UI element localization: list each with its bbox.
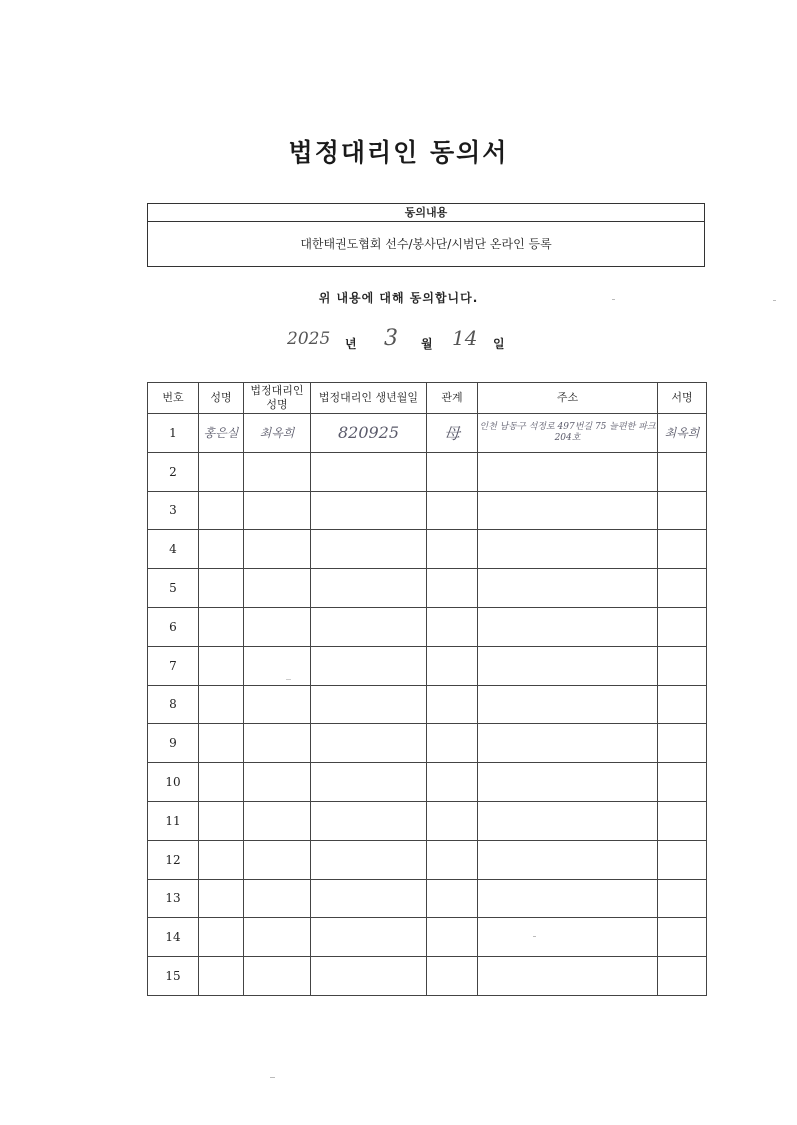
- cell-name: [199, 607, 244, 646]
- scan-speck: [286, 679, 291, 680]
- cell-name: [199, 452, 244, 491]
- table-row: [148, 801, 707, 840]
- cell-address: 인천 남동구 석정로 497번길 75 늘편한 파크 204호: [478, 414, 658, 453]
- cell-relation: [427, 801, 478, 840]
- cell-guardian-birth: [311, 840, 427, 879]
- table-row: [148, 646, 707, 685]
- scan-speck: [773, 300, 776, 301]
- cell-address: [478, 763, 658, 802]
- cell-relation: [427, 530, 478, 569]
- date-row: [0, 326, 797, 357]
- cell-guardian-name: [244, 840, 311, 879]
- cell-address: [478, 607, 658, 646]
- row-number: 14: [148, 918, 199, 957]
- cell-name: [199, 530, 244, 569]
- cell-relation: [427, 685, 478, 724]
- table-row: [148, 879, 707, 918]
- table-row: [148, 724, 707, 763]
- cell-guardian-birth: [311, 491, 427, 530]
- cell-signature: [658, 957, 707, 996]
- agreement-statement: 위 내용에 대해 동의합니다.: [318, 291, 479, 305]
- cell-guardian-birth: [311, 452, 427, 491]
- header-number: 번호: [148, 383, 199, 414]
- table-row: [148, 607, 707, 646]
- row-number: 8: [148, 685, 199, 724]
- row-number: 6: [148, 607, 199, 646]
- cell-signature: [658, 801, 707, 840]
- row-number: 15: [148, 957, 199, 996]
- row-number: 7: [148, 646, 199, 685]
- row-number: 10: [148, 763, 199, 802]
- cell-name: 홍은실: [199, 414, 244, 453]
- cell-relation: [427, 763, 478, 802]
- consent-content-box: [147, 203, 705, 267]
- table-row: [148, 685, 707, 724]
- row-number: 2: [148, 452, 199, 491]
- cell-relation: 母: [427, 414, 478, 453]
- cell-signature: [658, 646, 707, 685]
- cell-guardian-name: [244, 957, 311, 996]
- table-row: [148, 569, 707, 608]
- cell-guardian-name: [244, 607, 311, 646]
- row-number: 9: [148, 724, 199, 763]
- cell-address: [478, 918, 658, 957]
- consent-content-header: 동의내용: [148, 204, 704, 222]
- cell-address: [478, 569, 658, 608]
- date-month-handwritten: 3: [384, 326, 398, 351]
- cell-guardian-birth: [311, 801, 427, 840]
- header-guardian-name: 법정대리인 성명: [244, 383, 311, 414]
- cell-signature: [658, 530, 707, 569]
- row-number: 1: [148, 414, 199, 453]
- cell-name: [199, 569, 244, 608]
- cell-relation: [427, 491, 478, 530]
- cell-signature: [658, 763, 707, 802]
- cell-address: [478, 646, 658, 685]
- row-number: 13: [148, 879, 199, 918]
- cell-guardian-name: 최옥희: [244, 414, 311, 453]
- row-number: 11: [148, 801, 199, 840]
- guardian-table: [147, 382, 707, 996]
- cell-guardian-birth: [311, 607, 427, 646]
- cell-address: [478, 685, 658, 724]
- table-header-row: [148, 383, 707, 414]
- cell-guardian-birth: [311, 763, 427, 802]
- cell-name: [199, 646, 244, 685]
- table-row: [148, 763, 707, 802]
- cell-guardian-name: [244, 918, 311, 957]
- cell-signature: 최옥희: [658, 414, 707, 453]
- table-row: [148, 530, 707, 569]
- cell-guardian-name: [244, 763, 311, 802]
- cell-address: [478, 957, 658, 996]
- row-number: 4: [148, 530, 199, 569]
- header-address: 주소: [478, 383, 658, 414]
- cell-guardian-name: [244, 452, 311, 491]
- cell-signature: [658, 452, 707, 491]
- cell-address: [478, 491, 658, 530]
- date-day-label: 일: [493, 337, 505, 351]
- cell-address: [478, 840, 658, 879]
- cell-relation: [427, 724, 478, 763]
- cell-guardian-birth: [311, 685, 427, 724]
- cell-signature: [658, 840, 707, 879]
- date-day-handwritten: 14: [452, 326, 478, 350]
- cell-name: [199, 685, 244, 724]
- cell-relation: [427, 879, 478, 918]
- cell-relation: [427, 840, 478, 879]
- header-relation: 관계: [427, 383, 478, 414]
- table-row: [148, 414, 707, 453]
- cell-address: [478, 801, 658, 840]
- row-number: 3: [148, 491, 199, 530]
- cell-guardian-name: [244, 646, 311, 685]
- date-month-label: 월: [421, 337, 433, 351]
- cell-name: [199, 801, 244, 840]
- cell-signature: [658, 879, 707, 918]
- table-row: [148, 452, 707, 491]
- header-guardian-birth: 법정대리인 생년월일: [311, 383, 427, 414]
- cell-relation: [427, 957, 478, 996]
- cell-address: [478, 879, 658, 918]
- cell-signature: [658, 607, 707, 646]
- cell-signature: [658, 569, 707, 608]
- cell-signature: [658, 724, 707, 763]
- cell-name: [199, 918, 244, 957]
- cell-name: [199, 957, 244, 996]
- cell-name: [199, 724, 244, 763]
- cell-address: [478, 724, 658, 763]
- cell-guardian-name: [244, 685, 311, 724]
- consent-content-body: 대한태권도협회 선수/봉사단/시범단 온라인 등록: [300, 237, 552, 251]
- table-row: [148, 491, 707, 530]
- cell-guardian-birth: [311, 646, 427, 685]
- cell-guardian-birth: 820925: [311, 414, 427, 453]
- date-year-label: 년: [345, 337, 357, 351]
- cell-guardian-name: [244, 724, 311, 763]
- document-title: 법정대리인 동의서: [288, 138, 509, 167]
- cell-relation: [427, 646, 478, 685]
- cell-relation: [427, 452, 478, 491]
- table-row: [148, 957, 707, 996]
- row-number: 5: [148, 569, 199, 608]
- cell-guardian-name: [244, 530, 311, 569]
- cell-name: [199, 879, 244, 918]
- cell-signature: [658, 491, 707, 530]
- cell-guardian-name: [244, 801, 311, 840]
- date-year-handwritten: 2025: [287, 329, 331, 349]
- cell-signature: [658, 685, 707, 724]
- cell-name: [199, 491, 244, 530]
- table-row: [148, 918, 707, 957]
- cell-guardian-birth: [311, 918, 427, 957]
- row-number: 12: [148, 840, 199, 879]
- table-row: [148, 840, 707, 879]
- cell-signature: [658, 918, 707, 957]
- cell-guardian-birth: [311, 724, 427, 763]
- cell-relation: [427, 569, 478, 608]
- header-signature: 서명: [658, 383, 707, 414]
- cell-guardian-birth: [311, 569, 427, 608]
- cell-guardian-birth: [311, 957, 427, 996]
- cell-guardian-birth: [311, 530, 427, 569]
- cell-name: [199, 763, 244, 802]
- cell-relation: [427, 918, 478, 957]
- scan-speck: [270, 1077, 275, 1078]
- scan-speck: [612, 299, 615, 300]
- cell-guardian-name: [244, 879, 311, 918]
- scan-speck: [533, 936, 536, 937]
- cell-relation: [427, 607, 478, 646]
- cell-guardian-name: [244, 491, 311, 530]
- cell-guardian-birth: [311, 879, 427, 918]
- cell-guardian-name: [244, 569, 311, 608]
- cell-name: [199, 840, 244, 879]
- cell-address: [478, 530, 658, 569]
- cell-address: [478, 452, 658, 491]
- header-name: 성명: [199, 383, 244, 414]
